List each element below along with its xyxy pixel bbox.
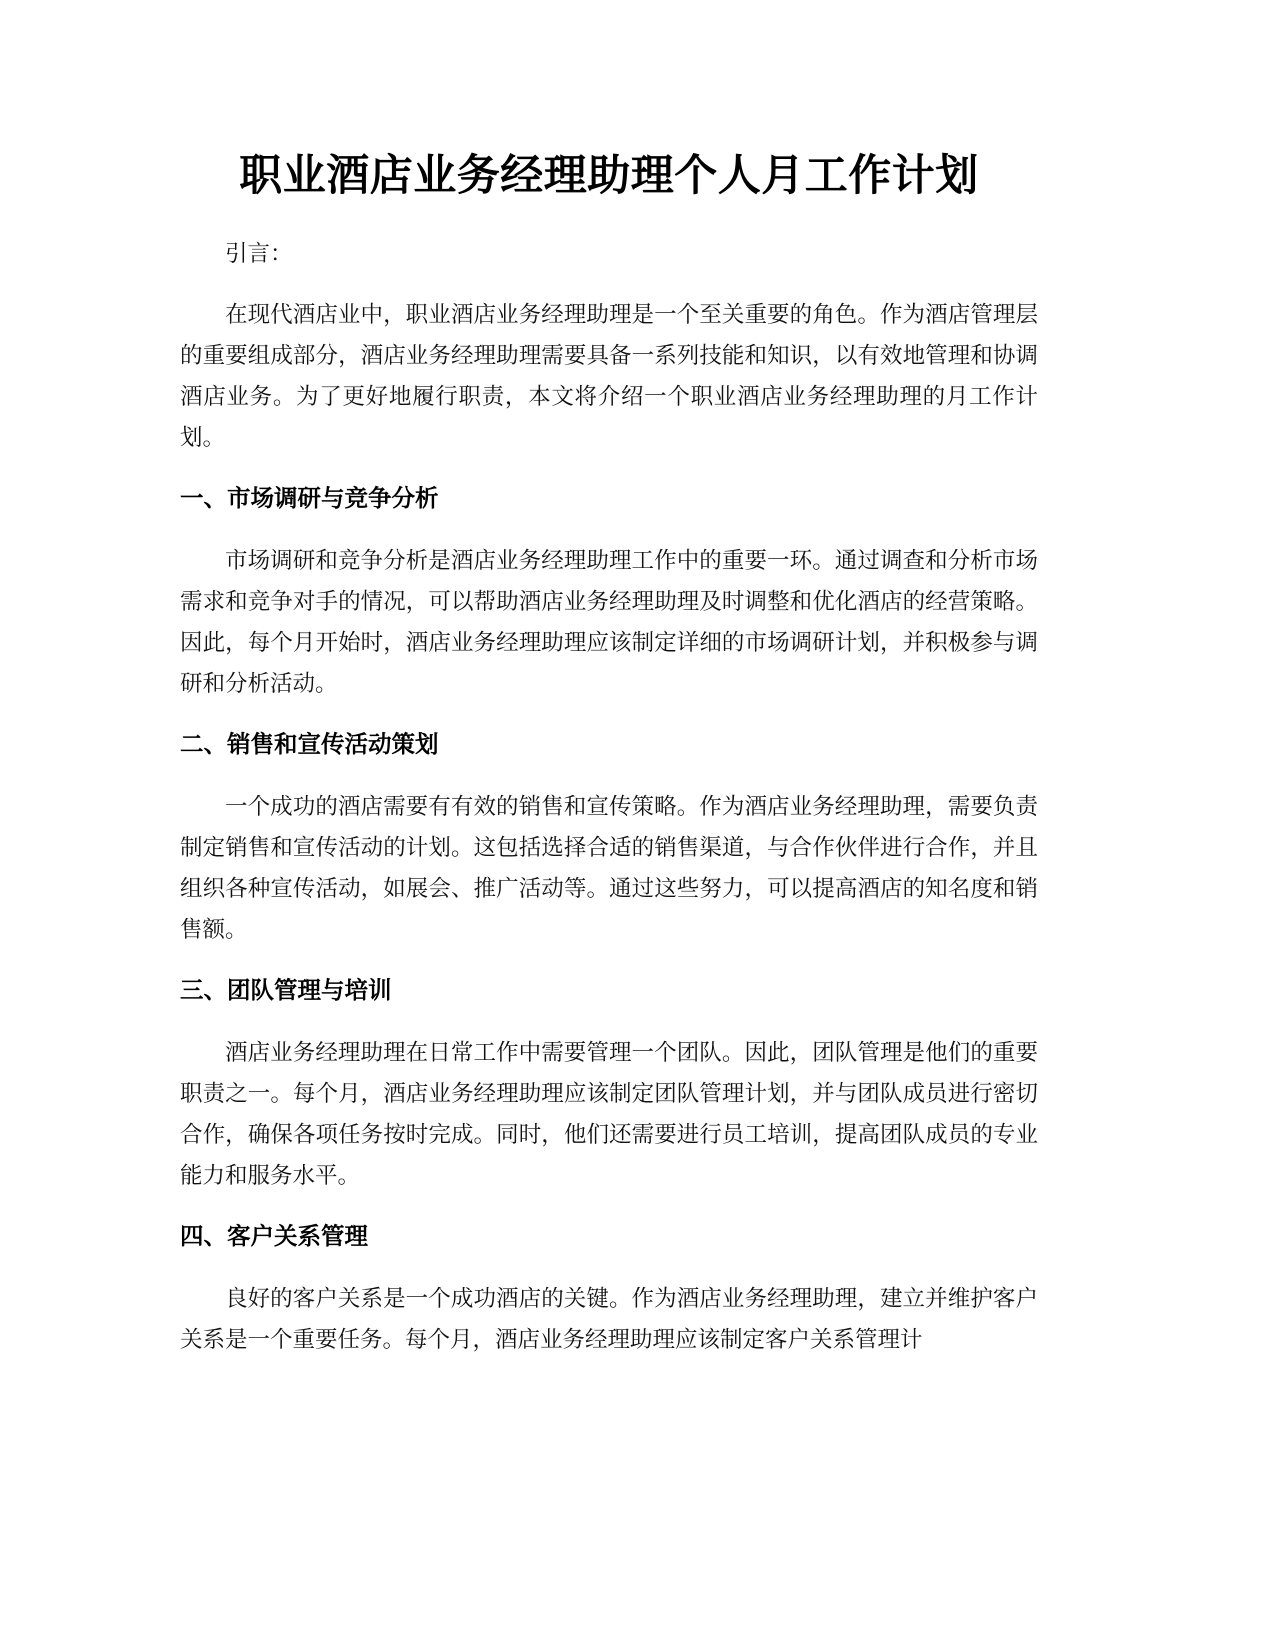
document-title: 职业酒店业务经理助理个人月工作计划: [239, 151, 979, 201]
section-market-research: [180, 481, 1038, 705]
document-body: [180, 148, 1038, 1383]
intro-label: 引言：: [225, 241, 293, 267]
section-body: 市场调研和竞争分析是酒店业务经理助理工作中的重要一环。通过调查和分析市场需求和竞争对手的情况，可以帮助酒店业务经理助理及时调整和优化酒店的经营策略。因此，每个月开始时，酒店业务经理助理应该制定详细的市场调研计划，并积极参与调研和分析活动。: [180, 548, 1038, 697]
section-heading: 二、销售和宣传活动策划: [180, 730, 439, 758]
section-customer-relations: [180, 1219, 1038, 1361]
intro-paragraph: 在现代酒店业中，职业酒店业务经理助理是一个至关重要的角色。作为酒店管理层的重要组成部分，酒店业务经理助理需要具备一系列技能和知识，以有效地管理和协调酒店业务。为了更好地履行职责，本文将介绍一个职业酒店业务经理助理的月工作计划。: [180, 302, 1038, 451]
section-team-management: [180, 973, 1038, 1197]
section-heading: 一、市场调研与竞争分析: [180, 484, 439, 512]
section-heading: 三、团队管理与培训: [180, 976, 392, 1004]
section-heading: 四、客户关系管理: [180, 1222, 368, 1250]
section-body: 一个成功的酒店需要有有效的销售和宣传策略。作为酒店业务经理助理，需要负责制定销售和宣传活动的计划。这包括选择合适的销售渠道，与合作伙伴进行合作，并且组织各种宣传活动，如展会、推广活动等。通过这些努力，可以提高酒店的知名度和销售额。: [180, 794, 1038, 943]
section-body: 酒店业务经理助理在日常工作中需要管理一个团队。因此，团队管理是他们的重要职责之一。每个月，酒店业务经理助理应该制定团队管理计划，并与团队成员进行密切合作，确保各项任务按时完成。同时，他们还需要进行员工培训，提高团队成员的专业能力和服务水平。: [180, 1040, 1038, 1189]
section-sales-promotion: [180, 727, 1038, 951]
section-body: 良好的客户关系是一个成功酒店的关键。作为酒店业务经理助理，建立并维护客户关系是一个重要任务。每个月，酒店业务经理助理应该制定客户关系管理计: [180, 1286, 1038, 1353]
